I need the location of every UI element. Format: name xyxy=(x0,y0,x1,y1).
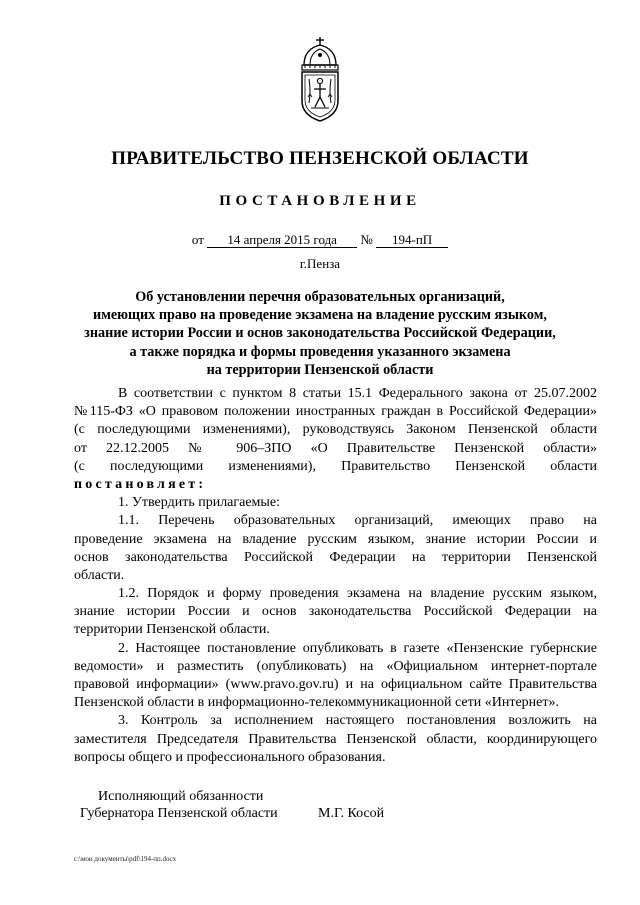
penza-coat-of-arms-icon xyxy=(296,35,344,123)
signatory-position-line1: Исполняющий обязанности xyxy=(98,789,264,804)
preamble-line: В соответствии с пунктом 8 статьи 15.1 Федерального закона от 25.07.2002 xyxy=(118,386,597,401)
heading-line: на территории Пензенской области xyxy=(206,361,434,378)
item-3-line: заместителя Председателя Правительства Пензенской области, координирующего xyxy=(74,731,597,747)
item-3-line: вопросы общего и профессионального образования. xyxy=(74,749,386,765)
resolves-word: постановляет: xyxy=(74,476,207,492)
heading-line: имеющих право на проведение экзамена на владение русским языком, xyxy=(93,307,547,324)
item-1-2-line: знание истории России и основ законодательства Российской Федерации на xyxy=(74,604,597,620)
preamble-line: (с последующими изменениями), Правительство Пензенской области xyxy=(74,458,597,474)
document-date: 14 апреля 2015 года xyxy=(207,233,357,248)
document-body xyxy=(74,385,597,767)
preamble-line: от 22.12.2005 № 906–ЗПО «О Правительстве Пензенской области» xyxy=(74,440,597,456)
item-1-2-line: 1.2. Порядок и форму проведения экзамена на владение русским языком, xyxy=(118,586,597,602)
heading-line: знание истории России и основ законодательства Российской Федерации, xyxy=(84,325,556,342)
signatory-name: М.Г. Косой xyxy=(318,806,385,821)
file-path: c:\мои документы\pdf\194-пп.docx xyxy=(74,855,177,863)
preamble-line: (с последующими изменениями), руководствуясь Законом Пензенской области xyxy=(74,422,597,438)
document-number: 194-пП xyxy=(376,233,448,248)
item-2-line: правовой информации» (www.pravo.gov.ru) и на официальном сайте Правительства xyxy=(74,677,597,692)
date-number-line xyxy=(0,232,640,248)
item-3-line: 3. Контроль за исполнением настоящего постановления возложить на xyxy=(118,713,597,729)
item-2-line: 2. Настоящее постановление опубликовать в газете «Пензенские губернские xyxy=(118,640,597,656)
heading-line: Об установлении перечня образовательных организаций, xyxy=(135,289,505,305)
government-title: ПРАВИТЕЛЬСТВО ПЕНЗЕНСКОЙ ОБЛАСТИ xyxy=(111,148,529,169)
heading-line: а также порядка и формы проведения указанного экзамена xyxy=(129,343,511,360)
item-2-line: Пензенской области в информационно-телекоммуникационной сети «Интернет». xyxy=(74,695,560,711)
item-1-1-line: проведение экзамена на владение русским языком, знание истории России и xyxy=(74,531,597,547)
city: г.Пенза xyxy=(299,256,341,271)
preamble-line: №115-ФЗ «О правовом положении иностранных граждан в Российской Федерации» xyxy=(74,404,597,420)
document-heading xyxy=(60,288,580,379)
item-1-1-line: 1.1. Перечень образовательных организаций, имеющих право на xyxy=(118,513,597,529)
item-1-1-line: основ законодательства Российской Федерации на территории Пензенской xyxy=(74,549,597,565)
signatory-position-line2: Губернатора Пензенской области xyxy=(80,806,278,821)
item-1: 1. Утвердить прилагаемые: xyxy=(118,495,280,511)
item-1-1-line: области. xyxy=(74,567,125,583)
item-1-2-line: территории Пензенской области. xyxy=(74,622,270,638)
item-2-line: ведомости» и разместить (опубликовать) на «Официальном интернет-портале xyxy=(74,658,597,674)
document-type: ПОСТАНОВЛЕНИЕ xyxy=(219,193,421,209)
number-sign: № xyxy=(360,232,373,247)
date-prefix: от xyxy=(191,232,204,247)
